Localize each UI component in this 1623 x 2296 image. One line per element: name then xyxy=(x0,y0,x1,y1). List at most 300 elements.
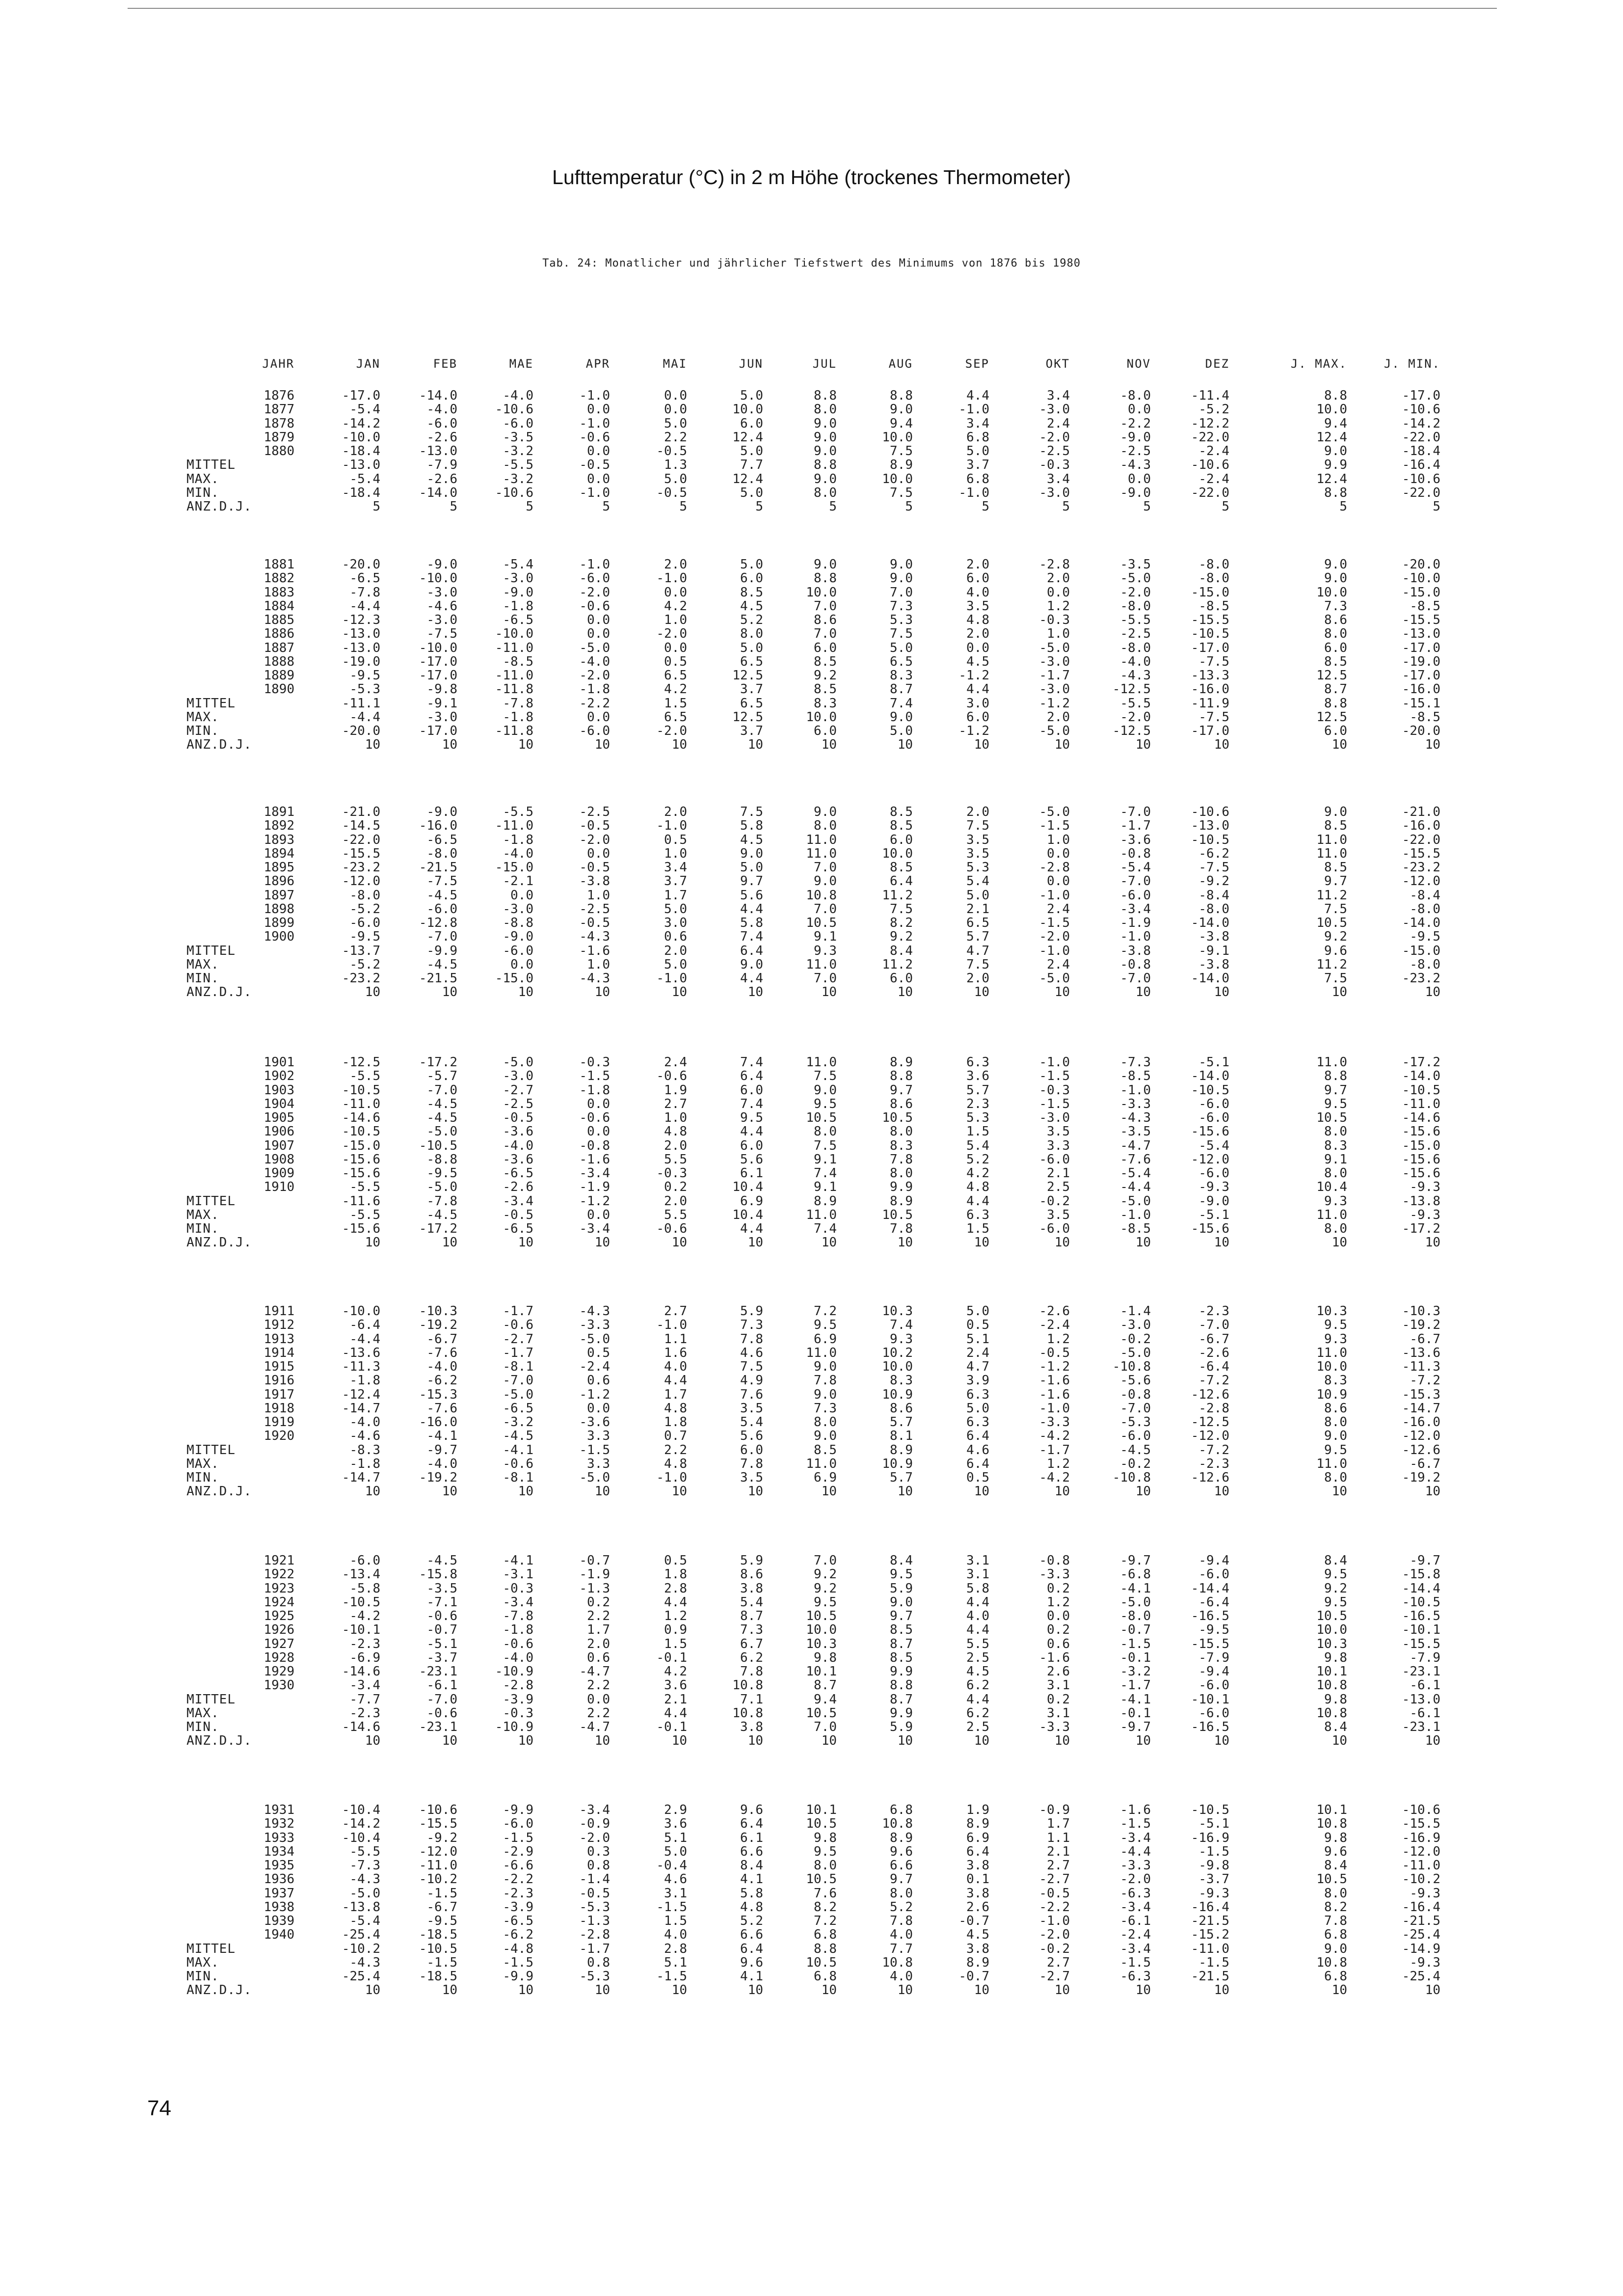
value-cell: -12.0 xyxy=(1402,1844,1440,1859)
value-cell: -12.0 xyxy=(419,1844,457,1859)
value-cell: 7.5 xyxy=(890,901,913,917)
value-cell: 8.0 xyxy=(740,626,763,642)
value-cell: -6.9 xyxy=(349,1650,380,1665)
value-cell: 5.4 xyxy=(740,1415,763,1430)
value-cell: -7.8 xyxy=(503,1609,533,1623)
value-cell: -7.6 xyxy=(426,1345,457,1360)
value-cell: 0.0 xyxy=(587,1401,610,1416)
value-cell: -23.1 xyxy=(419,1664,457,1679)
value-cell: 10.9 xyxy=(1316,1387,1347,1402)
value-cell: 4.4 xyxy=(966,1622,989,1638)
value-cell: 8.0 xyxy=(814,1858,837,1873)
summary-value-cell: 8.0 xyxy=(1324,1221,1347,1236)
summary-value-cell: 4.4 xyxy=(966,1193,989,1209)
value-cell: 4.2 xyxy=(966,1166,989,1181)
value-cell: -3.7 xyxy=(1198,1872,1229,1887)
value-cell: -2.0 xyxy=(579,1830,610,1845)
value-cell: 5.0 xyxy=(890,640,913,655)
value-cell: 9.7 xyxy=(890,1609,913,1623)
value-cell: 0.0 xyxy=(587,613,610,627)
value-cell: -6.0 xyxy=(1198,1096,1229,1111)
value-cell: 8.8 xyxy=(1324,1069,1347,1084)
value-cell: -4.5 xyxy=(426,1553,457,1568)
value-cell: -1.8 xyxy=(503,598,533,614)
value-cell: 0.7 xyxy=(664,1429,687,1444)
summary-value-cell: -2.3 xyxy=(349,1705,380,1721)
value-cell: 7.3 xyxy=(814,1401,837,1416)
value-cell: 1.0 xyxy=(587,888,610,903)
summary-value-cell: 10 xyxy=(1331,737,1347,753)
value-cell: 5.0 xyxy=(966,1401,989,1416)
summary-value-cell: -21.5 xyxy=(1191,1969,1229,1984)
value-cell: 5.3 xyxy=(890,613,913,627)
value-cell: 7.4 xyxy=(740,1055,763,1070)
value-cell: 8.6 xyxy=(890,1401,913,1416)
year-cell: 1917 xyxy=(264,1387,294,1402)
summary-value-cell: 10.5 xyxy=(806,1705,837,1721)
summary-value-cell: 10 xyxy=(897,1983,913,1998)
value-cell: 8.8 xyxy=(890,1678,913,1693)
summary-value-cell: -1.0 xyxy=(1039,943,1070,958)
summary-value-cell: 10 xyxy=(897,1733,913,1749)
value-cell: -15.3 xyxy=(1402,1387,1440,1402)
summary-value-cell: -15.0 xyxy=(1402,943,1440,958)
value-cell: 8.0 xyxy=(1324,1166,1347,1181)
value-cell: 8.0 xyxy=(1324,1886,1347,1901)
year-cell: 1901 xyxy=(264,1055,294,1070)
value-cell: 2.5 xyxy=(966,1650,989,1665)
summary-value-cell: -0.6 xyxy=(503,1456,533,1471)
value-cell: -1.0 xyxy=(958,402,989,417)
value-cell: -5.2 xyxy=(1198,402,1229,417)
value-cell: -2.2 xyxy=(1120,416,1151,431)
value-cell: -5.0 xyxy=(1039,805,1070,819)
value-cell: -7.0 xyxy=(426,1082,457,1098)
value-cell: 10.3 xyxy=(1316,1636,1347,1651)
value-cell: -4.0 xyxy=(426,1359,457,1374)
value-cell: -18.4 xyxy=(1402,444,1440,459)
value-cell: -1.9 xyxy=(1120,916,1151,930)
year-cell: 1930 xyxy=(264,1678,294,1693)
value-cell: 10.1 xyxy=(1316,1803,1347,1817)
summary-value-cell: -10.6 xyxy=(1191,458,1229,473)
year-cell: 1891 xyxy=(264,805,294,819)
value-cell: -4.3 xyxy=(349,1872,380,1887)
summary-value-cell: 10 xyxy=(1425,737,1440,753)
summary-row-label: ANZ.D.J. xyxy=(186,499,252,514)
value-cell: -10.4 xyxy=(342,1830,380,1845)
year-cell: 1896 xyxy=(264,874,294,889)
value-cell: 5.0 xyxy=(664,416,687,431)
value-cell: -5.5 xyxy=(349,1844,380,1859)
top-rule xyxy=(128,8,1497,9)
value-cell: 6.3 xyxy=(966,1415,989,1430)
value-cell: -1.8 xyxy=(579,1082,610,1098)
summary-value-cell: -8.5 xyxy=(1120,1221,1151,1236)
value-cell: -10.4 xyxy=(342,1803,380,1817)
summary-value-cell: 3.0 xyxy=(966,696,989,711)
summary-value-cell: -1.2 xyxy=(1039,696,1070,711)
value-cell: -6.5 xyxy=(426,832,457,847)
value-cell: -5.5 xyxy=(349,1180,380,1195)
value-cell: -5.4 xyxy=(1120,860,1151,875)
value-cell: -15.5 xyxy=(1402,1816,1440,1832)
summary-value-cell: 10 xyxy=(365,1983,380,1998)
summary-value-cell: 12.5 xyxy=(732,709,763,725)
value-cell: 3.1 xyxy=(966,1567,989,1582)
summary-value-cell: 2.2 xyxy=(664,1442,687,1458)
value-cell: 10.5 xyxy=(806,916,837,930)
summary-value-cell: -9.7 xyxy=(1120,1720,1151,1734)
summary-value-cell: 10 xyxy=(365,1733,380,1749)
value-cell: 10.3 xyxy=(882,1304,913,1319)
value-cell: 8.9 xyxy=(890,1830,913,1845)
summary-value-cell: 10 xyxy=(897,985,913,1000)
summary-value-cell: -23.1 xyxy=(1402,1720,1440,1734)
value-cell: -8.0 xyxy=(426,846,457,861)
value-cell: -1.6 xyxy=(1039,1650,1070,1665)
value-cell: 8.2 xyxy=(890,916,913,930)
value-cell: -0.8 xyxy=(1039,1553,1070,1568)
summary-value-cell: -3.4 xyxy=(579,1221,610,1236)
value-cell: -11.4 xyxy=(1191,388,1229,403)
value-cell: 3.5 xyxy=(740,1401,763,1416)
value-cell: 1.7 xyxy=(1047,1816,1070,1832)
summary-value-cell: 5 xyxy=(450,499,457,514)
column-header: AUG xyxy=(888,357,913,371)
value-cell: -7.2 xyxy=(1410,1373,1440,1388)
value-cell: -8.5 xyxy=(503,654,533,669)
summary-value-cell: -1.5 xyxy=(426,1955,457,1970)
summary-value-cell: 4.1 xyxy=(740,1969,763,1984)
value-cell: 4.0 xyxy=(966,1609,989,1623)
summary-value-cell: -18.5 xyxy=(419,1969,457,1984)
value-cell: 1.5 xyxy=(664,1914,687,1928)
value-cell: 4.2 xyxy=(664,598,687,614)
value-cell: 4.4 xyxy=(966,682,989,697)
value-cell: 1.2 xyxy=(1047,598,1070,614)
value-cell: -14.5 xyxy=(342,818,380,834)
summary-value-cell: 10 xyxy=(1331,1983,1347,1998)
value-cell: -23.1 xyxy=(1402,1664,1440,1679)
value-cell: 6.0 xyxy=(890,832,913,847)
value-cell: -11.0 xyxy=(495,818,533,834)
value-cell: 0.5 xyxy=(664,1553,687,1568)
summary-value-cell: -10.8 xyxy=(1112,1470,1151,1485)
value-cell: -2.4 xyxy=(1039,1318,1070,1333)
summary-value-cell: 9.5 xyxy=(1324,1442,1347,1458)
summary-value-cell: -5.5 xyxy=(1120,696,1151,711)
value-cell: -11.0 xyxy=(419,1858,457,1873)
value-cell: -10.5 xyxy=(1191,832,1229,847)
summary-value-cell: -7.2 xyxy=(1198,1442,1229,1458)
value-cell: -5.0 xyxy=(1120,571,1151,586)
value-cell: -3.3 xyxy=(1120,1858,1151,1873)
summary-value-cell: 10 xyxy=(821,985,837,1000)
value-cell: -22.0 xyxy=(342,832,380,847)
value-cell: 6.4 xyxy=(740,1069,763,1084)
value-cell: 2.2 xyxy=(587,1609,610,1623)
summary-value-cell: -14.0 xyxy=(1191,971,1229,986)
summary-value-cell: -6.0 xyxy=(579,724,610,738)
year-cell: 1924 xyxy=(264,1594,294,1610)
value-cell: -3.4 xyxy=(579,1803,610,1817)
value-cell: 9.0 xyxy=(890,402,913,417)
value-cell: 11.0 xyxy=(806,832,837,847)
value-cell: -5.5 xyxy=(503,805,533,819)
year-cell: 1939 xyxy=(264,1914,294,1928)
value-cell: 10.8 xyxy=(806,888,837,903)
value-cell: 9.2 xyxy=(814,1567,837,1582)
value-cell: 9.0 xyxy=(814,444,837,459)
value-cell: 10.5 xyxy=(806,1609,837,1623)
summary-value-cell: 6.8 xyxy=(814,1969,837,1984)
value-cell: 5.8 xyxy=(966,1581,989,1596)
value-cell: -15.6 xyxy=(1402,1124,1440,1139)
value-cell: -16.0 xyxy=(1191,682,1229,697)
value-cell: -3.8 xyxy=(1198,929,1229,945)
value-cell: -15.5 xyxy=(1191,1636,1229,1651)
value-cell: -6.5 xyxy=(349,571,380,586)
summary-value-cell: -0.3 xyxy=(503,1705,533,1721)
summary-value-cell: -9.9 xyxy=(503,1969,533,1984)
summary-value-cell: -9.1 xyxy=(426,696,457,711)
value-cell: -5.0 xyxy=(503,1387,533,1402)
summary-value-cell: -4.2 xyxy=(1039,1470,1070,1485)
value-cell: -3.4 xyxy=(579,1166,610,1181)
summary-value-cell: 10 xyxy=(821,1983,837,1998)
value-cell: 5.9 xyxy=(890,1581,913,1596)
value-cell: -0.5 xyxy=(503,1110,533,1125)
value-cell: 5.4 xyxy=(966,1138,989,1153)
year-cell: 1918 xyxy=(264,1401,294,1416)
value-cell: -14.0 xyxy=(1402,1069,1440,1084)
value-cell: 7.2 xyxy=(814,1304,837,1319)
value-cell: 9.6 xyxy=(1324,1844,1347,1859)
value-cell: -9.0 xyxy=(426,805,457,819)
value-cell: 11.0 xyxy=(806,1055,837,1070)
value-cell: -2.3 xyxy=(503,1886,533,1901)
value-cell: -0.1 xyxy=(1120,1650,1151,1665)
value-cell: -2.1 xyxy=(503,874,533,889)
summary-value-cell: -4.1 xyxy=(1120,1692,1151,1707)
value-cell: 0.0 xyxy=(587,1124,610,1139)
year-cell: 1915 xyxy=(264,1359,294,1374)
value-cell: 7.3 xyxy=(740,1622,763,1638)
value-cell: 0.0 xyxy=(1128,402,1151,417)
value-cell: -2.9 xyxy=(503,1844,533,1859)
value-cell: -0.6 xyxy=(579,1110,610,1125)
value-cell: -10.2 xyxy=(419,1872,457,1887)
summary-value-cell: -19.2 xyxy=(419,1470,457,1485)
value-cell: -19.0 xyxy=(342,654,380,669)
value-cell: 10.5 xyxy=(1316,1872,1347,1887)
value-cell: -10.5 xyxy=(342,1082,380,1098)
summary-row-label: MAX. xyxy=(186,709,219,725)
value-cell: 3.1 xyxy=(1047,1678,1070,1693)
value-cell: 2.8 xyxy=(664,1581,687,1596)
summary-value-cell: 10 xyxy=(365,737,380,753)
column-header: SEP xyxy=(965,357,989,371)
value-cell: 2.0 xyxy=(587,1636,610,1651)
summary-value-cell: 12.4 xyxy=(1316,471,1347,486)
summary-value-cell: 7.4 xyxy=(814,1221,837,1236)
summary-value-cell: 10 xyxy=(671,1983,687,1998)
value-cell: 7.0 xyxy=(814,860,837,875)
year-cell: 1933 xyxy=(264,1830,294,1845)
year-cell: 1888 xyxy=(264,654,294,669)
value-cell: 8.7 xyxy=(740,1609,763,1623)
summary-value-cell: 2.5 xyxy=(966,1720,989,1734)
value-cell: 9.0 xyxy=(890,571,913,586)
value-cell: 8.7 xyxy=(814,1678,837,1693)
summary-value-cell: -10.6 xyxy=(495,485,533,500)
value-cell: 5.3 xyxy=(966,860,989,875)
value-cell: -4.0 xyxy=(1120,654,1151,669)
value-cell: -11.0 xyxy=(1402,1096,1440,1111)
value-cell: 4.6 xyxy=(664,1872,687,1887)
summary-value-cell: 10 xyxy=(518,737,533,753)
summary-value-cell: -4.8 xyxy=(503,1941,533,1956)
summary-value-cell: -10.5 xyxy=(419,1941,457,1956)
summary-value-cell: -23.2 xyxy=(342,971,380,986)
summary-value-cell: -1.0 xyxy=(579,485,610,500)
summary-value-cell: -3.4 xyxy=(503,1193,533,1209)
value-cell: 0.0 xyxy=(664,388,687,403)
summary-value-cell: -22.0 xyxy=(1191,485,1229,500)
value-cell: -12.0 xyxy=(1402,874,1440,889)
summary-value-cell: 10 xyxy=(1425,1235,1440,1250)
value-cell: -0.3 xyxy=(656,1166,687,1181)
value-cell: -1.5 xyxy=(503,1830,533,1845)
summary-value-cell: -4.5 xyxy=(1120,1442,1151,1458)
summary-value-cell: 10 xyxy=(974,737,989,753)
summary-value-cell: 10 xyxy=(518,1983,533,1998)
summary-value-cell: 10 xyxy=(594,1733,610,1749)
value-cell: -1.7 xyxy=(1039,668,1070,683)
summary-value-cell: -4.7 xyxy=(579,1720,610,1734)
value-cell: 1.7 xyxy=(587,1622,610,1638)
year-cell: 1931 xyxy=(264,1803,294,1817)
value-cell: 1.1 xyxy=(1047,1830,1070,1845)
value-cell: 7.5 xyxy=(890,626,913,642)
value-cell: 4.1 xyxy=(740,1872,763,1887)
value-cell: -16.0 xyxy=(419,818,457,834)
summary-value-cell: 8.4 xyxy=(1324,1720,1347,1734)
value-cell: 8.2 xyxy=(814,1899,837,1915)
value-cell: -6.0 xyxy=(349,1553,380,1568)
value-cell: 2.0 xyxy=(966,805,989,819)
value-cell: 1.9 xyxy=(664,1082,687,1098)
value-cell: -3.8 xyxy=(579,874,610,889)
summary-value-cell: -6.0 xyxy=(1039,1221,1070,1236)
year-cell: 1905 xyxy=(264,1110,294,1125)
summary-value-cell: 0.0 xyxy=(587,471,610,486)
value-cell: -2.6 xyxy=(503,1180,533,1195)
summary-value-cell: -3.9 xyxy=(503,1692,533,1707)
value-cell: -8.0 xyxy=(1120,388,1151,403)
value-cell: 1.0 xyxy=(1047,832,1070,847)
year-cell: 1883 xyxy=(264,585,294,600)
value-cell: 9.0 xyxy=(814,805,837,819)
value-cell: 3.6 xyxy=(664,1678,687,1693)
value-cell: -1.5 xyxy=(579,1069,610,1084)
value-cell: 9.0 xyxy=(890,557,913,572)
value-cell: 6.3 xyxy=(966,1055,989,1070)
value-cell: -6.5 xyxy=(503,613,533,627)
value-cell: 4.8 xyxy=(740,1899,763,1915)
year-cell: 1902 xyxy=(264,1069,294,1084)
summary-value-cell: 10.9 xyxy=(882,1456,913,1471)
value-cell: -1.0 xyxy=(1120,1082,1151,1098)
value-cell: -6.7 xyxy=(1410,1331,1440,1347)
value-cell: -9.4 xyxy=(1198,1664,1229,1679)
value-cell: 6.9 xyxy=(814,1331,837,1347)
summary-value-cell: -0.5 xyxy=(503,1207,533,1222)
summary-value-cell: -1.7 xyxy=(579,1941,610,1956)
value-cell: 5.0 xyxy=(966,444,989,459)
value-cell: -1.0 xyxy=(1039,1914,1070,1928)
value-cell: 4.5 xyxy=(966,1664,989,1679)
summary-value-cell: 10 xyxy=(747,737,763,753)
summary-value-cell: -10.1 xyxy=(1191,1692,1229,1707)
value-cell: -10.0 xyxy=(1402,571,1440,586)
summary-value-cell: -9.0 xyxy=(1198,1193,1229,1209)
value-cell: -14.0 xyxy=(1402,916,1440,930)
summary-value-cell: 2.2 xyxy=(587,1705,610,1721)
summary-value-cell: -13.7 xyxy=(342,943,380,958)
value-cell: 9.5 xyxy=(1324,1096,1347,1111)
summary-value-cell: 8.9 xyxy=(890,1442,913,1458)
value-cell: 2.6 xyxy=(1047,1664,1070,1679)
value-cell: 9.9 xyxy=(890,1664,913,1679)
value-cell: 10.4 xyxy=(1316,1180,1347,1195)
summary-row-label: MITTEL xyxy=(186,1193,236,1209)
summary-value-cell: -1.5 xyxy=(1198,1955,1229,1970)
value-cell: 6.5 xyxy=(664,668,687,683)
summary-value-cell: 1.2 xyxy=(1047,1456,1070,1471)
value-cell: 9.4 xyxy=(1324,416,1347,431)
value-cell: -2.0 xyxy=(1039,430,1070,445)
summary-value-cell: -6.0 xyxy=(1198,1705,1229,1721)
value-cell: -17.0 xyxy=(1402,640,1440,655)
summary-value-cell: 10.8 xyxy=(882,1955,913,1970)
value-cell: 2.2 xyxy=(664,430,687,445)
summary-value-cell: -4.5 xyxy=(426,1207,457,1222)
value-cell: -21.0 xyxy=(342,805,380,819)
summary-value-cell: 10 xyxy=(365,985,380,1000)
value-cell: -9.3 xyxy=(1410,1886,1440,1901)
value-cell: 11.2 xyxy=(882,888,913,903)
value-cell: 7.4 xyxy=(740,1096,763,1111)
summary-value-cell: 9.4 xyxy=(814,1692,837,1707)
summary-value-cell: 10 xyxy=(518,985,533,1000)
summary-value-cell: -8.1 xyxy=(503,1470,533,1485)
summary-value-cell: 10 xyxy=(518,1484,533,1499)
summary-value-cell: 10 xyxy=(442,1733,457,1749)
value-cell: 1.8 xyxy=(664,1567,687,1582)
summary-row-label: MIN. xyxy=(186,485,219,500)
summary-row-label: ANZ.D.J. xyxy=(186,737,252,753)
column-header: JAN xyxy=(356,357,380,371)
value-cell: -10.1 xyxy=(342,1622,380,1638)
column-header: DEZ xyxy=(1205,357,1229,371)
value-cell: -10.6 xyxy=(1402,1803,1440,1817)
summary-value-cell: 5 xyxy=(982,499,989,514)
value-cell: -4.7 xyxy=(579,1664,610,1679)
value-cell: 2.4 xyxy=(966,1345,989,1360)
value-cell: -4.6 xyxy=(349,1429,380,1444)
